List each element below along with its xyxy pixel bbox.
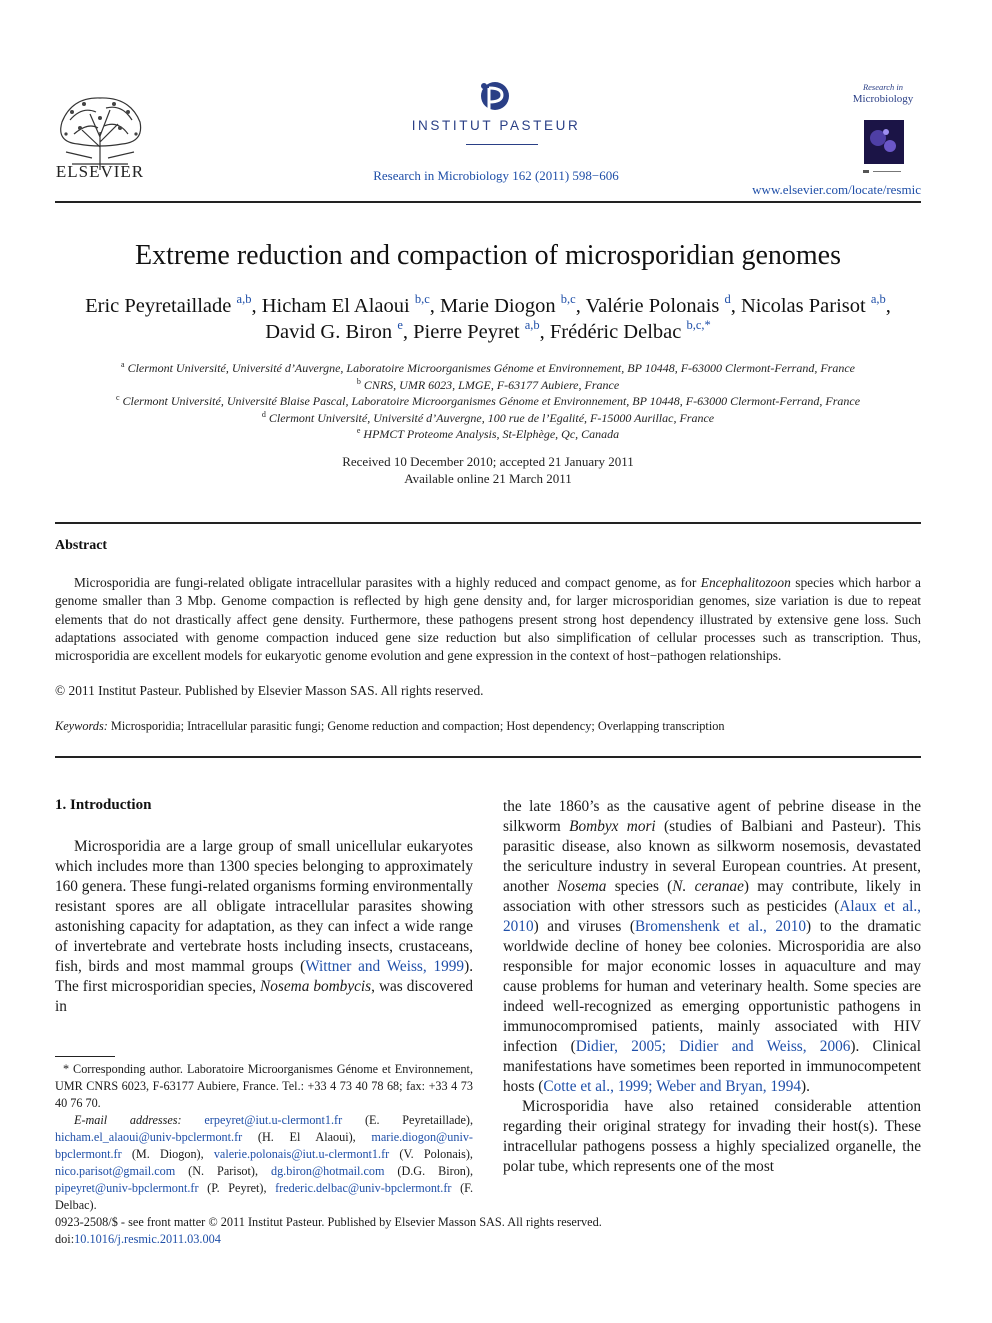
paragraph-text: ). The first microsporidian species, [55, 958, 474, 995]
email-link[interactable]: pipeyret@univ-bpclermont.fr [55, 1181, 199, 1195]
author-name: Eric Peyretaillade [85, 295, 232, 317]
species-name: Nosema bombycis [260, 978, 372, 995]
author-affiliation-ref[interactable]: b,c [560, 292, 576, 306]
paragraph-text: the late 1860’s as the causative agent of pebrine disease in the silkworm [503, 798, 921, 835]
institut-pasteur-name: INSTITUT PASTEUR [411, 118, 581, 133]
journal-reference-link[interactable]: Research in Microbiology 162 (2011) 598−606 [373, 168, 619, 183]
citation-link[interactable]: Alaux et al., 2010 [503, 898, 922, 935]
section-heading-introduction: 1. Introduction [55, 797, 152, 813]
affiliation-item [55, 410, 921, 427]
email-link[interactable]: dg.biron@hotmail.com [270, 1164, 385, 1178]
paragraph-text: Microsporidia are a large group of small unicellular eukaryotes which includes more than 1300 species belonging to approximately 160 genera. These fungi-related organisms forming environmentally resistant spores are all obligate intracellular parasites showing astonishing capacity for adaptation, as they can infect a wide range of invertebrate and vertebrate hosts including insects, crustaceans, fish, birds and most mammal groups ( [55, 838, 473, 975]
email-addresses [55, 1112, 473, 1214]
author-affiliation-ref[interactable]: e [397, 318, 403, 332]
author-separator: , [575, 295, 586, 317]
email-owner: (F. Delbac). [55, 1181, 473, 1212]
email-label: E-mail addresses: [74, 1113, 182, 1127]
author-affiliation-ref[interactable]: b,c,* [686, 318, 711, 332]
abstract-genus-name: Encephalitozoon [700, 575, 791, 590]
intro-paragraph-2: Microsporidia have also retained considerable attention regarding their original strategy for invading their host(s). These intracellular pathogens possess a highly specialized organelle, the polar tube, which represents one of the most [503, 1098, 921, 1175]
author-separator: , [251, 295, 262, 317]
author-separator: , [429, 295, 441, 317]
author-name: Frédéric Delbac [549, 321, 682, 343]
email-link[interactable]: nico.parisot@gmail.com [55, 1164, 176, 1178]
email-link[interactable]: hicham.el_alaoui@univ-bpclermont.fr [55, 1130, 243, 1144]
affiliation-item [55, 377, 921, 394]
author-name: Pierre Peyret [413, 321, 520, 343]
abstract-bottom-divider [55, 756, 921, 758]
paragraph-text: species ( [606, 878, 673, 895]
intro-paragraph-1 [55, 837, 473, 1017]
email-owner: (D.G. Biron), [384, 1164, 473, 1178]
left-column [55, 837, 473, 1017]
affiliation-marker: a [121, 360, 125, 369]
paragraph-text: ) and viruses ( [533, 918, 635, 935]
author-affiliation-ref[interactable]: a,b [236, 292, 252, 306]
author-separator: , [402, 321, 414, 343]
email-owner: (E. Peyretaillade), [342, 1113, 473, 1127]
abstract-text-part: species which harbor a genome smaller than 3 Mbp. Genome compaction is reflected by high gene density and, for larger microsporidian genomes, size variation is due to repeat elements that do not drastically affect gene density. Furthermore, these pathogens present strong host dependency illustrated by extensive gene loss. Such adaptations associated with genome compaction induced gene size reduction but also simplification of cellular processes such as transcription. Thus, microsporidia are excellent models for eukaryotic genome evolution and gene expression in the context of host−pathogen relationships. [55, 575, 921, 664]
author-separator: , [539, 321, 550, 343]
footnotes [55, 1061, 473, 1214]
species-name: Nosema [557, 878, 607, 895]
footnote-divider [55, 1056, 115, 1057]
author-separator: , [885, 295, 891, 317]
author-name: Hicham El Alaoui [261, 295, 410, 317]
affiliation-marker: e [356, 426, 361, 436]
email-owner: (M. Diogon), [121, 1147, 214, 1161]
intro-paragraph-1-continued [503, 797, 921, 1097]
journal-cover-thumbnail[interactable] [845, 80, 921, 178]
email-owner: (H. El Alaoui), [242, 1130, 372, 1144]
article-title: Extreme reduction and compaction of microsporidian genomes [134, 240, 841, 271]
paragraph-text: ) to the dramatic worldwide decline of honey bee colonies. Microsporidia are also responsible for major economic losses in aquaculture and may cause problems for human and veterinary health. Some species are indeed well-recognized as emerging opportunistic pathogens in immunocompromised patients, mainly associated with HIV infection ( [503, 918, 921, 1055]
abstract-text [55, 574, 921, 665]
issn-copyright-line: 0923-2508/$ - see front matter © 2011 Institut Pasteur. Published by Elsevier Masson SAS. All rights reserved. [55, 1215, 602, 1229]
affiliation-text: CNRS, UMR 6023, LMGE, F-63177 Aubiere, France [363, 377, 620, 392]
email-owner: (P. Peyret), [198, 1181, 276, 1195]
affiliation-text: HPMCT Proteome Analysis, St-Elphège, Qc, Canada [363, 427, 620, 442]
affiliation-list [55, 360, 921, 443]
cover-title-small: Research in [862, 82, 904, 92]
publisher-logo-text: ELSEVIER [55, 162, 145, 181]
journal-homepage-link[interactable]: www.elsevier.com/locate/resmic [752, 182, 921, 197]
received-date: Received 10 December 2010; accepted 21 January 2011 [342, 454, 634, 469]
available-online-date: Available online 21 March 2011 [404, 471, 572, 486]
header-divider [55, 201, 921, 203]
keywords [55, 719, 921, 734]
author-affiliation-ref[interactable]: d [724, 292, 731, 306]
cover-publisher-mark [863, 168, 903, 174]
doi-prefix: doi: [55, 1232, 75, 1246]
abstract-text-part: Microsporidia are fungi-related obligate intracellular parasites with a highly reduced and compact genome, as for [74, 575, 701, 590]
paragraph-text: ) may contribute, likely in association with other stressors such as pesticides ( [503, 878, 921, 915]
affiliation-text: Clermont Université, Université Blaise Pascal, Laboratoire Microorganismes Génome et Environnement, BP 10448, F-63000 Clermont-Ferrand, France [122, 394, 861, 409]
institut-pasteur-logo [466, 80, 524, 116]
email-owner: (N. Parisot), [175, 1164, 271, 1178]
author-affiliation-ref[interactable]: a,b [870, 292, 886, 306]
citation-link[interactable]: Cotte et al., 1999; Weber and Bryan, 1994 [543, 1078, 802, 1095]
email-link[interactable]: marie.diogon@univ-bpclermont.fr [55, 1130, 473, 1161]
author-affiliation-ref[interactable]: a,b [524, 318, 540, 332]
affiliation-item [55, 360, 921, 377]
email-link[interactable]: erpeyret@iut.u-clermont1.fr [204, 1113, 343, 1127]
species-name: N. ceranae [672, 878, 744, 895]
author-separator: , [730, 295, 741, 317]
email-link[interactable]: valerie.polonais@iut.u-clermont1.fr [213, 1147, 390, 1161]
paragraph-text: ). [801, 1078, 810, 1095]
abstract-copyright: © 2011 Institut Pasteur. Published by Elsevier Masson SAS. All rights reserved. [55, 683, 484, 698]
citation-link[interactable]: Wittner and Weiss, 1999 [305, 958, 465, 975]
citation-link[interactable]: Bromenshenk et al., 2010 [634, 918, 807, 935]
author-name: Nicolas Parisot [741, 295, 866, 317]
right-column [503, 797, 921, 1177]
doi-line [55, 1232, 221, 1247]
article-dates [55, 453, 921, 487]
affiliation-text: Clermont Université, Université d’Auvergne, 100 rue de l’Egalité, F-15000 Aurillac, France [268, 410, 715, 425]
cover-title-large: Microbiology [852, 93, 914, 105]
author-affiliation-ref[interactable]: b,c [414, 292, 430, 306]
email-owner: (V. Polonais), [389, 1147, 473, 1161]
email-link[interactable]: frederic.delbac@univ-bpclermont.fr [275, 1181, 452, 1195]
author-name: Valérie Polonais [585, 295, 720, 317]
author-name: Marie Diogon [440, 295, 556, 317]
cover-image [864, 120, 904, 164]
author-name: David G. Biron [265, 321, 393, 343]
paragraph-text: (studies of Balbiani and Pasteur). This parasitic disease, also known as silkworm nosemosis, devastated the sericulture industry in several European countries. At present, another [503, 818, 921, 895]
species-name: Bombyx mori [569, 818, 656, 835]
author-list [55, 293, 921, 345]
abstract-top-divider [55, 522, 921, 524]
paragraph-text: , was discovered in [55, 978, 474, 1015]
paragraph-text: ). Clinical manifestations have sometimes been reported in immunocompetent hosts ( [503, 1038, 921, 1095]
pasteur-divider [466, 144, 538, 145]
abstract-heading: Abstract [55, 538, 108, 553]
affiliation-item [55, 426, 921, 443]
corresponding-author-note: * Corresponding author. Laboratoire Microorganismes Génome et Environnement, UMR CNRS 6023, F-63177 Aubiere, France. Tel.: +33 4 73 40 78 68; fax: +33 4 73 40 76 70. [55, 1062, 473, 1110]
citation-link[interactable]: Didier, 2005; Didier and Weiss, 2006 [575, 1038, 851, 1055]
affiliation-item [55, 393, 921, 410]
keywords-list: Microsporidia; Intracellular parasitic fungi; Genome reduction and compaction; Host dependency; Overlapping transcription [110, 719, 725, 733]
affiliation-marker: c [115, 393, 120, 403]
affiliation-text: Clermont Université, Université d’Auvergne, Laboratoire Microorganismes Génome et Environnement, BP 10448, F-63000 Clermont-Ferrand, France [127, 361, 855, 375]
affiliation-marker: b [356, 376, 361, 386]
doi-link[interactable]: 10.1016/j.resmic.2011.03.004 [74, 1232, 221, 1246]
keywords-label: Keywords: [55, 719, 108, 733]
affiliation-marker: d [261, 409, 266, 419]
